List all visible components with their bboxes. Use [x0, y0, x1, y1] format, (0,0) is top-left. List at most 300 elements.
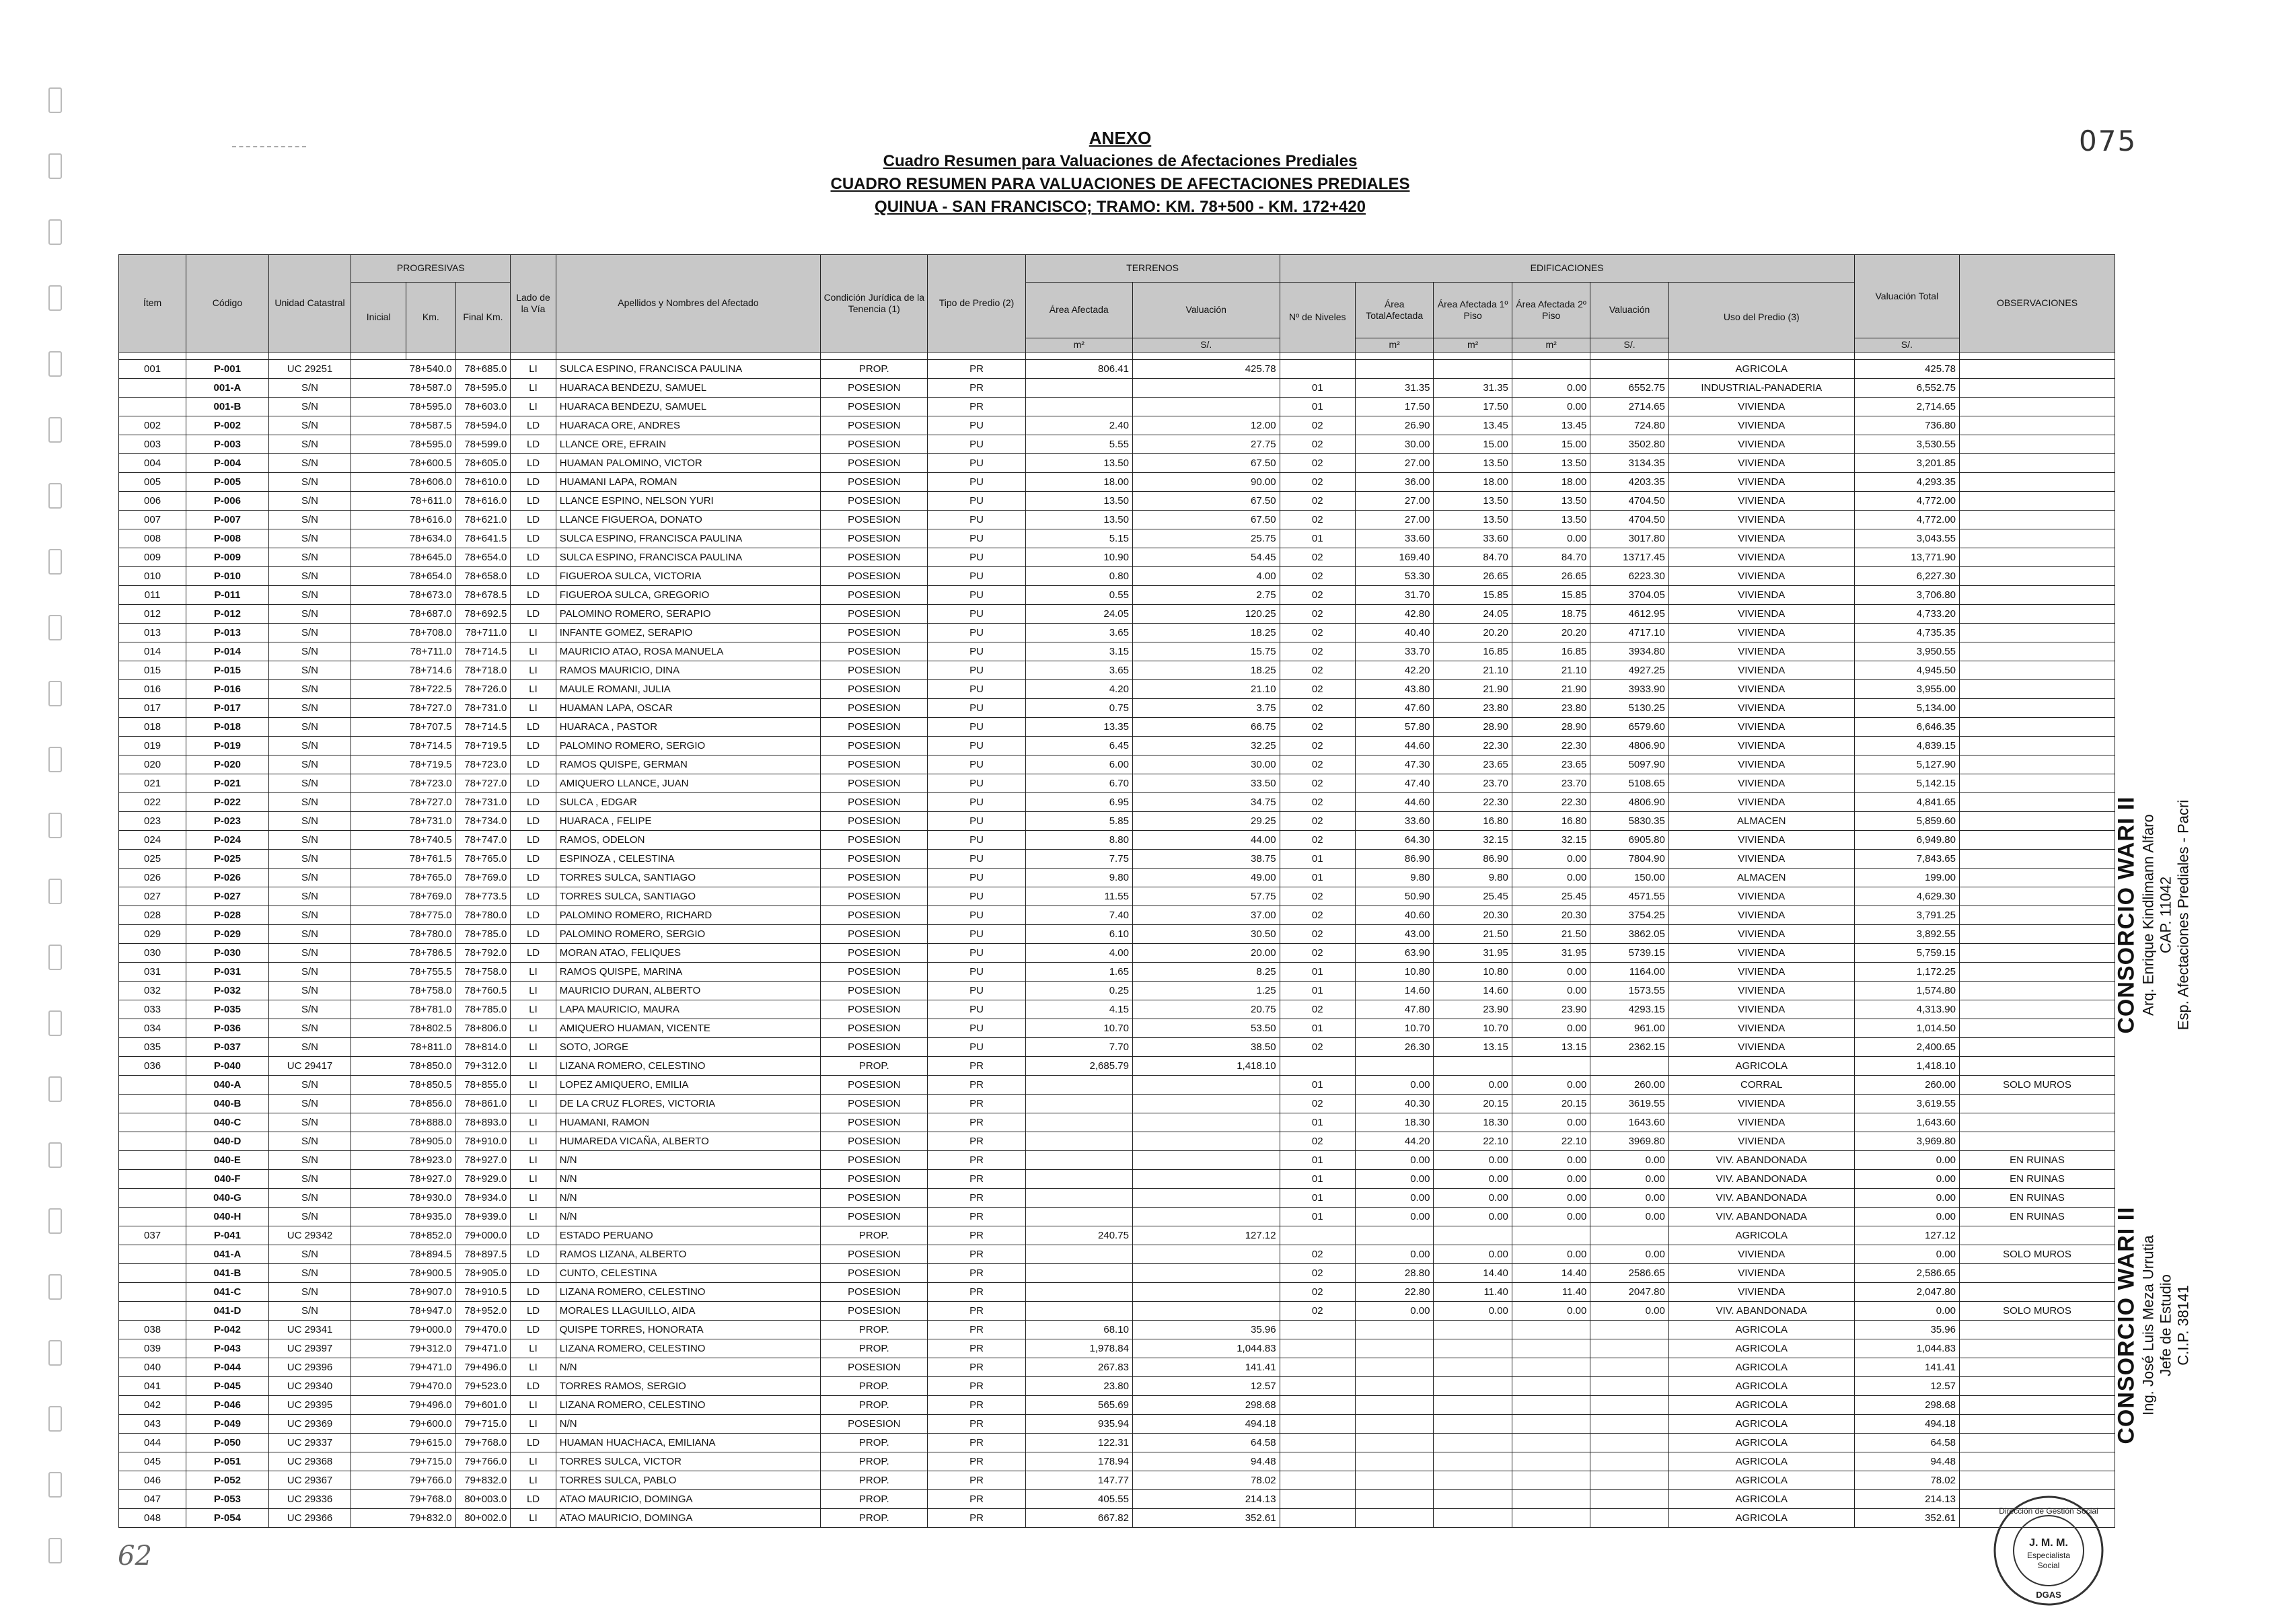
table-row [119, 1377, 2115, 1396]
cell-condicion: POSESION [821, 1283, 928, 1302]
cell-inicial: 78+894.5 [351, 1245, 455, 1264]
cell-final: 78+605.0 [455, 454, 511, 473]
cell-area-terreno: 7.70 [1025, 1038, 1132, 1057]
cell-afectado: INFANTE GOMEZ, SERAPIO [556, 624, 820, 642]
cell-valuacion-total: 0.00 [1854, 1302, 1959, 1321]
cell-item: 002 [119, 416, 186, 435]
cell-area-p2: 0.00 [1512, 1245, 1590, 1264]
cell-area-terreno [1025, 1283, 1132, 1302]
cell-unidad: S/N [268, 680, 351, 699]
cell-unidad: UC 29369 [268, 1415, 351, 1434]
cell-valuacion-edif [1590, 1057, 1668, 1076]
cell-area-total: 0.00 [1355, 1302, 1433, 1321]
cell-uso: VIVIENDA [1668, 1245, 1854, 1264]
cell-lado: LD [511, 511, 556, 529]
cell-uso: VIV. ABANDONADA [1668, 1151, 1854, 1170]
cell-valuacion-total: 78.02 [1854, 1471, 1959, 1490]
cell-niveles [1280, 1452, 1355, 1471]
header-km: Km. [406, 283, 456, 353]
cell-unidad: UC 29366 [268, 1509, 351, 1528]
cell-condicion: POSESION [821, 511, 928, 529]
table-row [119, 416, 2115, 435]
cell-item [119, 1245, 186, 1264]
cell-valuacion-edif: 3933.90 [1590, 680, 1668, 699]
cell-unidad: S/N [268, 699, 351, 718]
cell-area-terreno: 122.31 [1025, 1434, 1132, 1452]
cell-item [119, 1302, 186, 1321]
cell-condicion: POSESION [821, 699, 928, 718]
cell-observaciones [1959, 624, 2115, 642]
cell-inicial: 78+927.0 [351, 1170, 455, 1189]
header-final: Final Km. [455, 283, 511, 353]
cell-condicion: POSESION [821, 1076, 928, 1095]
cell-codigo: P-017 [186, 699, 269, 718]
signature-name: Arq. Enrique Kindlimann Alfaro [2139, 814, 2157, 1016]
cell-valuacion-edif [1590, 1358, 1668, 1377]
cell-lado: LD [511, 548, 556, 567]
cell-valuacion-total: 6,227.30 [1854, 567, 1959, 586]
cell-condicion: POSESION [821, 1038, 928, 1057]
cell-niveles [1280, 1057, 1355, 1076]
cell-niveles: 02 [1280, 812, 1355, 831]
cell-area-p2: 26.65 [1512, 567, 1590, 586]
cell-niveles: 02 [1280, 642, 1355, 661]
cell-codigo: 001-A [186, 379, 269, 398]
cell-lado: LI [511, 1113, 556, 1132]
cell-final: 78+654.0 [455, 548, 511, 567]
cell-final: 78+780.0 [455, 906, 511, 925]
cell-area-p1 [1434, 1509, 1512, 1528]
cell-final: 78+734.0 [455, 812, 511, 831]
cell-tipo: PU [928, 624, 1025, 642]
cell-condicion: PROP. [821, 1471, 928, 1490]
cell-unidad: S/N [268, 793, 351, 812]
cell-valuacion-terreno [1132, 1245, 1280, 1264]
cell-final: 78+603.0 [455, 398, 511, 416]
cell-area-p1: 21.90 [1434, 680, 1512, 699]
cell-tipo: PR [928, 1452, 1025, 1471]
cell-unidad: S/N [268, 718, 351, 737]
cell-niveles: 02 [1280, 680, 1355, 699]
cell-codigo: 040-C [186, 1113, 269, 1132]
cell-valuacion-edif: 3969.80 [1590, 1132, 1668, 1151]
cell-item: 017 [119, 699, 186, 718]
cell-condicion: POSESION [821, 642, 928, 661]
cell-inicial: 78+850.0 [351, 1057, 455, 1076]
cell-lado: LD [511, 718, 556, 737]
cell-inicial: 78+595.0 [351, 398, 455, 416]
cell-uso: VIV. ABANDONADA [1668, 1170, 1854, 1189]
cell-area-terreno: 0.80 [1025, 567, 1132, 586]
cell-area-terreno: 3.65 [1025, 624, 1132, 642]
cell-area-terreno: 5.55 [1025, 435, 1132, 454]
cell-area-terreno: 4.20 [1025, 680, 1132, 699]
cell-uso: VIVIENDA [1668, 906, 1854, 925]
cell-final: 78+621.0 [455, 511, 511, 529]
cell-codigo: P-006 [186, 492, 269, 511]
cell-valuacion-terreno [1132, 1151, 1280, 1170]
cell-area-p1 [1434, 1226, 1512, 1245]
cell-area-p1: 13.50 [1434, 511, 1512, 529]
cell-valuacion-total: 4,839.15 [1854, 737, 1959, 755]
cell-condicion: POSESION [821, 529, 928, 548]
cell-afectado: TORRES SULCA, PABLO [556, 1471, 820, 1490]
stamp-middle: Especialista [2026, 1551, 2071, 1560]
cell-area-p1: 17.50 [1434, 398, 1512, 416]
cell-item [119, 1208, 186, 1226]
cell-lado: LI [511, 379, 556, 398]
cell-final: 79+768.0 [455, 1434, 511, 1452]
valuation-table [118, 254, 2115, 1528]
cell-area-p2: 18.75 [1512, 605, 1590, 624]
cell-valuacion-edif: 4806.90 [1590, 737, 1668, 755]
cell-area-p1: 16.85 [1434, 642, 1512, 661]
cell-condicion: POSESION [821, 398, 928, 416]
cell-area-terreno [1025, 1208, 1132, 1226]
cell-codigo: P-028 [186, 906, 269, 925]
cell-area-p2: 0.00 [1512, 1151, 1590, 1170]
cell-tipo: PU [928, 680, 1025, 699]
cell-inicial: 78+731.0 [351, 812, 455, 831]
cell-niveles [1280, 1321, 1355, 1339]
cell-unidad: UC 29337 [268, 1434, 351, 1452]
cell-valuacion-total: 2,400.65 [1854, 1038, 1959, 1057]
cell-item: 042 [119, 1396, 186, 1415]
cell-valuacion-terreno: 33.50 [1132, 774, 1280, 793]
table-row [119, 492, 2115, 511]
cell-area-total: 27.00 [1355, 511, 1433, 529]
cell-condicion: POSESION [821, 1151, 928, 1170]
cell-area-terreno: 6.00 [1025, 755, 1132, 774]
cell-area-terreno: 13.50 [1025, 492, 1132, 511]
cell-area-terreno [1025, 1113, 1132, 1132]
table-row [119, 1396, 2115, 1415]
cell-inicial: 78+907.0 [351, 1283, 455, 1302]
cell-lado: LI [511, 360, 556, 379]
cell-area-p1: 20.15 [1434, 1095, 1512, 1113]
cell-uso: VIVIENDA [1668, 567, 1854, 586]
cell-tipo: PR [928, 1057, 1025, 1076]
cell-area-terreno: 13.50 [1025, 511, 1132, 529]
cell-tipo: PR [928, 1189, 1025, 1208]
table-row [119, 605, 2115, 624]
cell-area-p1 [1434, 1339, 1512, 1358]
header-condicion: Condición Jurídica de la Tenencia (1) [821, 255, 928, 353]
cell-observaciones [1959, 473, 2115, 492]
cell-observaciones [1959, 680, 2115, 699]
table-row [119, 1038, 2115, 1057]
cell-unidad: S/N [268, 1113, 351, 1132]
cell-unidad: UC 29396 [268, 1358, 351, 1377]
cell-niveles: 02 [1280, 473, 1355, 492]
cell-area-p2: 28.90 [1512, 718, 1590, 737]
cell-niveles [1280, 1490, 1355, 1509]
cell-area-p1 [1434, 1377, 1512, 1396]
cell-afectado: LLANCE ESPINO, NELSON YURI [556, 492, 820, 511]
cell-valuacion-terreno: 78.02 [1132, 1471, 1280, 1490]
cell-unidad: S/N [268, 812, 351, 831]
table-row [119, 1264, 2115, 1283]
cell-condicion: PROP. [821, 360, 928, 379]
cell-observaciones [1959, 1471, 2115, 1490]
cell-codigo: P-032 [186, 982, 269, 1000]
cell-area-p2: 0.00 [1512, 398, 1590, 416]
cell-item: 048 [119, 1509, 186, 1528]
cell-valuacion-total: 4,772.00 [1854, 492, 1959, 511]
cell-final: 78+641.5 [455, 529, 511, 548]
cell-area-p2: 20.20 [1512, 624, 1590, 642]
cell-uso: VIVIENDA [1668, 435, 1854, 454]
table-row [119, 1490, 2115, 1509]
cell-item: 035 [119, 1038, 186, 1057]
cell-condicion: PROP. [821, 1321, 928, 1339]
cell-afectado: CUNTO, CELESTINA [556, 1264, 820, 1283]
cell-inicial: 78+595.0 [351, 435, 455, 454]
cell-codigo: 040-G [186, 1189, 269, 1208]
cell-afectado: RAMOS MAURICIO, DINA [556, 661, 820, 680]
cell-area-p2: 13.50 [1512, 454, 1590, 473]
cell-tipo: PU [928, 435, 1025, 454]
cell-item [119, 1170, 186, 1189]
table-row [119, 642, 2115, 661]
table-row [119, 812, 2115, 831]
cell-valuacion-terreno: 20.75 [1132, 1000, 1280, 1019]
cell-final: 78+678.5 [455, 586, 511, 605]
cell-final: 78+711.0 [455, 624, 511, 642]
cell-area-p1: 0.00 [1434, 1208, 1512, 1226]
cell-condicion: POSESION [821, 774, 928, 793]
cell-area-total [1355, 1226, 1433, 1245]
cell-afectado: MORALES LLAGUILLO, AIDA [556, 1302, 820, 1321]
cell-item: 003 [119, 435, 186, 454]
cell-niveles: 01 [1280, 529, 1355, 548]
cell-item: 044 [119, 1434, 186, 1452]
cell-area-terreno: 147.77 [1025, 1471, 1132, 1490]
cell-uso: AGRICOLA [1668, 1434, 1854, 1452]
cell-lado: LI [511, 982, 556, 1000]
cell-codigo: P-020 [186, 755, 269, 774]
cell-valuacion-terreno: 67.50 [1132, 454, 1280, 473]
cell-area-total: 42.80 [1355, 605, 1433, 624]
cell-observaciones [1959, 1321, 2115, 1339]
cell-valuacion-total: 3,955.00 [1854, 680, 1959, 699]
unit-m2: m² [1434, 338, 1512, 353]
cell-area-p2: 0.00 [1512, 1208, 1590, 1226]
cell-final: 78+769.0 [455, 869, 511, 887]
cell-item: 037 [119, 1226, 186, 1245]
cell-item: 011 [119, 586, 186, 605]
cell-valuacion-edif [1590, 1434, 1668, 1452]
cell-codigo: P-041 [186, 1226, 269, 1245]
cell-valuacion-terreno: 214.13 [1132, 1490, 1280, 1509]
cell-area-p1: 0.00 [1434, 1245, 1512, 1264]
table-row [119, 1321, 2115, 1339]
cell-observaciones [1959, 1038, 2115, 1057]
cell-inicial: 78+802.5 [351, 1019, 455, 1038]
cell-area-p1: 22.30 [1434, 737, 1512, 755]
cell-valuacion-total: 4,945.50 [1854, 661, 1959, 680]
cell-valuacion-total: 736.80 [1854, 416, 1959, 435]
cell-valuacion-terreno [1132, 1170, 1280, 1189]
cell-valuacion-terreno: 12.57 [1132, 1377, 1280, 1396]
cell-unidad: S/N [268, 1283, 351, 1302]
cell-codigo: 040-H [186, 1208, 269, 1226]
cell-tipo: PU [928, 1038, 1025, 1057]
cell-area-p2: 0.00 [1512, 1189, 1590, 1208]
cell-area-p1: 18.00 [1434, 473, 1512, 492]
cell-item: 032 [119, 982, 186, 1000]
cell-codigo: P-051 [186, 1452, 269, 1471]
cell-area-total: 0.00 [1355, 1076, 1433, 1095]
cell-codigo: P-045 [186, 1377, 269, 1396]
cell-unidad: S/N [268, 755, 351, 774]
cell-area-p1: 13.45 [1434, 416, 1512, 435]
cell-niveles: 01 [1280, 1113, 1355, 1132]
cell-inicial: 78+850.5 [351, 1076, 455, 1095]
cell-unidad: S/N [268, 624, 351, 642]
cell-final: 78+616.0 [455, 492, 511, 511]
cell-area-p2: 21.90 [1512, 680, 1590, 699]
cell-final: 79+000.0 [455, 1226, 511, 1245]
cell-niveles: 02 [1280, 492, 1355, 511]
cell-observaciones [1959, 586, 2115, 605]
table-row [119, 529, 2115, 548]
header-edificaciones: EDIFICACIONES [1280, 255, 1854, 283]
cell-inicial: 78+740.5 [351, 831, 455, 850]
cell-uso: VIVIENDA [1668, 850, 1854, 869]
cell-tipo: PU [928, 1019, 1025, 1038]
cell-area-total [1355, 1358, 1433, 1377]
cell-area-total: 36.00 [1355, 473, 1433, 492]
cell-condicion: PROP. [821, 1490, 928, 1509]
cell-codigo: 040-A [186, 1076, 269, 1095]
cell-area-total: 47.30 [1355, 755, 1433, 774]
header-codigo: Código [186, 255, 269, 353]
cell-uso: VIVIENDA [1668, 887, 1854, 906]
cell-tipo: PR [928, 1358, 1025, 1377]
cell-uso: ALMACEN [1668, 812, 1854, 831]
cell-item [119, 1151, 186, 1170]
cell-area-total: 63.90 [1355, 944, 1433, 963]
cell-niveles: 02 [1280, 925, 1355, 944]
cell-codigo: P-009 [186, 548, 269, 567]
cell-unidad: S/N [268, 1208, 351, 1226]
cell-lado: LD [511, 887, 556, 906]
cell-afectado: N/N [556, 1151, 820, 1170]
cell-observaciones [1959, 1019, 2115, 1038]
cell-lado: LD [511, 774, 556, 793]
cell-area-p2: 23.70 [1512, 774, 1590, 793]
cell-inicial: 78+707.5 [351, 718, 455, 737]
cell-inicial: 78+856.0 [351, 1095, 455, 1113]
cell-area-total: 0.00 [1355, 1189, 1433, 1208]
cell-valuacion-terreno: 38.50 [1132, 1038, 1280, 1057]
cell-area-p1: 16.80 [1434, 812, 1512, 831]
cell-codigo: P-042 [186, 1321, 269, 1339]
cell-afectado: ESTADO PERUANO [556, 1226, 820, 1245]
cell-afectado: TORRES SULCA, SANTIAGO [556, 887, 820, 906]
cell-valuacion-edif: 4806.90 [1590, 793, 1668, 812]
cell-area-total [1355, 1434, 1433, 1452]
cell-codigo: P-010 [186, 567, 269, 586]
cell-valuacion-terreno: 32.25 [1132, 737, 1280, 755]
cell-niveles: 02 [1280, 887, 1355, 906]
cell-item [119, 398, 186, 416]
cell-valuacion-total: 3,530.55 [1854, 435, 1959, 454]
header-valuacion-terreno: Valuación [1132, 283, 1280, 338]
cell-area-p1: 22.10 [1434, 1132, 1512, 1151]
cell-area-total: 40.30 [1355, 1095, 1433, 1113]
cell-area-terreno: 13.35 [1025, 718, 1132, 737]
cell-observaciones [1959, 944, 2115, 963]
cell-niveles [1280, 1358, 1355, 1377]
table-row [119, 925, 2115, 944]
cell-area-total: 31.35 [1355, 379, 1433, 398]
cell-area-p2: 16.80 [1512, 812, 1590, 831]
cell-tipo: PR [928, 1095, 1025, 1113]
cell-tipo: PR [928, 1245, 1025, 1264]
cell-item: 004 [119, 454, 186, 473]
cell-valuacion-terreno [1132, 1076, 1280, 1095]
cell-area-terreno: 405.55 [1025, 1490, 1132, 1509]
cell-area-p1: 84.70 [1434, 548, 1512, 567]
cell-valuacion-total: 1,172.25 [1854, 963, 1959, 982]
cell-valuacion-terreno: 18.25 [1132, 624, 1280, 642]
cell-final: 78+792.0 [455, 944, 511, 963]
cell-unidad: S/N [268, 1076, 351, 1095]
cell-inicial: 79+471.0 [351, 1358, 455, 1377]
cell-unidad: S/N [268, 831, 351, 850]
cell-area-total [1355, 1057, 1433, 1076]
cell-valuacion-terreno: 57.75 [1132, 887, 1280, 906]
cell-lado: LD [511, 737, 556, 755]
unit-soles: S/. [1590, 338, 1668, 353]
cell-codigo: P-037 [186, 1038, 269, 1057]
cell-tipo: PR [928, 1208, 1025, 1226]
cell-area-p2 [1512, 1358, 1590, 1377]
cell-valuacion-total: 94.48 [1854, 1452, 1959, 1471]
cell-valuacion-total: 4,313.90 [1854, 1000, 1959, 1019]
cell-item: 039 [119, 1339, 186, 1358]
cell-valuacion-edif: 3502.80 [1590, 435, 1668, 454]
cell-final: 78+934.0 [455, 1189, 511, 1208]
cell-tipo: PR [928, 1490, 1025, 1509]
table-row [119, 755, 2115, 774]
table-row [119, 680, 2115, 699]
cell-valuacion-total: 3,201.85 [1854, 454, 1959, 473]
table-row [119, 1095, 2115, 1113]
cell-valuacion-total: 4,733.20 [1854, 605, 1959, 624]
cell-unidad: UC 29397 [268, 1339, 351, 1358]
cell-valuacion-edif: 3704.05 [1590, 586, 1668, 605]
cell-uso: VIVIENDA [1668, 680, 1854, 699]
table-row [119, 1000, 2115, 1019]
cell-area-p2 [1512, 1226, 1590, 1245]
cell-area-terreno: 8.80 [1025, 831, 1132, 850]
cell-area-terreno: 10.70 [1025, 1019, 1132, 1038]
cell-area-terreno: 23.80 [1025, 1377, 1132, 1396]
cell-tipo: PR [928, 360, 1025, 379]
cell-valuacion-edif: 2047.80 [1590, 1283, 1668, 1302]
cell-unidad: S/N [268, 529, 351, 548]
cell-area-p2 [1512, 1377, 1590, 1396]
cell-uso: VIVIENDA [1668, 1132, 1854, 1151]
cell-afectado: LIZANA ROMERO, CELESTINO [556, 1057, 820, 1076]
cell-area-total: 40.60 [1355, 906, 1433, 925]
cell-valuacion-total: 199.00 [1854, 869, 1959, 887]
cell-uso: AGRICOLA [1668, 1452, 1854, 1471]
cell-uso: VIVIENDA [1668, 548, 1854, 567]
